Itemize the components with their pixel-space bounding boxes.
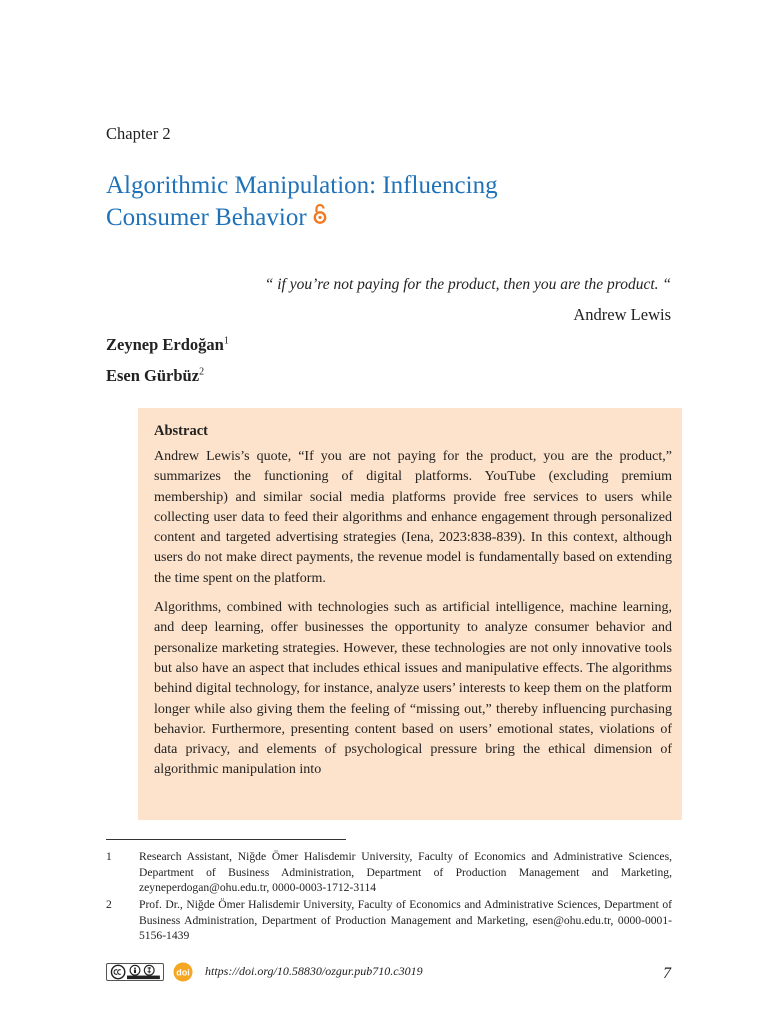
footnote-divider <box>106 839 346 840</box>
epigraph-author: Andrew Lewis <box>573 305 671 324</box>
footnote-2-text: Prof. Dr., Niğde Ömer Halisdemir University, Faculty of Economics and Administrative Sciences, Department of Business Administration, Department of Production Management and Marketing, esen@ohu.edu.tr, 0000-0001-5156-1439 <box>139 898 672 942</box>
footnote-1 <box>106 849 672 896</box>
footnote-1-text: Research Assistant, Niğde Ömer Halisdemir University, Faculty of Economics and Administrative Sciences, Department of Business Administration, Department of Production Management and Marketing, zeyneperdogan@ohu.edu.tr, 0000-0003-1712-3114 <box>139 850 672 894</box>
doi-link[interactable]: https://doi.org/10.58830/ozgur.pub710.c3019 <box>205 964 423 978</box>
abstract-box <box>138 408 682 820</box>
author-1 <box>106 335 229 355</box>
chapter-title-line-2 <box>106 202 626 234</box>
chapter-title <box>106 170 626 234</box>
author-2-footnote-mark[interactable]: 2 <box>199 366 205 378</box>
author-1-footnote-mark[interactable]: 1 <box>223 335 229 347</box>
footnote-2-number: 2 <box>106 898 112 911</box>
footnote-2 <box>106 897 672 944</box>
doi-icon[interactable] <box>172 962 196 982</box>
footnote-1-number: 1 <box>106 850 112 863</box>
author-2 <box>106 366 204 386</box>
open-access-lock-icon[interactable] <box>313 203 327 225</box>
page-number: 7 <box>663 965 671 982</box>
abstract-heading: Abstract <box>154 423 208 439</box>
cc-by-nc-badge-icon[interactable] <box>106 963 164 981</box>
abstract-paragraph-2: Algorithms, combined with technologies such as artificial intelligence, machine learning, and deep learning, offer businesses the opportunity to analyze consumer behavior and personalize marketing strategies. However, these technologies are not only innovative tools but also have an aspect that includes ethical issues and manipulative effects. The algorithms behind digital technology, for instance, analyze users’ interests to keep them on the platform longer while also giving them the feeling of “missing out,” thereby influencing purchasing behavior. Furthermore, presenting content based on users’ emotional states, violations of data privacy, and elements of psychological pressure bring the ethical dimension of algorithmic manipulation into <box>154 600 672 778</box>
epigraph-quote: “ if you’re not paying for the product, then you are the product. “ <box>264 276 671 293</box>
author-1-name: Zeynep Erdoğan <box>106 335 224 354</box>
chapter-title-line-1: Algorithmic Manipulation: Influencing <box>106 172 498 199</box>
svg-text:doi: doi <box>176 967 190 978</box>
author-2-name: Esen Gürbüz <box>106 366 200 385</box>
abstract-paragraph-1: Andrew Lewis’s quote, “If you are not paying for the product, you are the product,” summarizes the functioning of digital platforms. YouTube (excluding premium membership) and similar social media platforms provide free services to users while collecting user data to feed their algorithms and enhance engagement through personalized content and targeted advertising strategies (Iena, 2023:838-839). In this context, although users do not make direct payments, the revenue model is fundamentally based on extending the time spent on the platform. <box>154 449 672 586</box>
chapter-label: Chapter 2 <box>106 124 171 143</box>
chapter-title-line-2-text: Consumer Behavior <box>106 204 307 231</box>
